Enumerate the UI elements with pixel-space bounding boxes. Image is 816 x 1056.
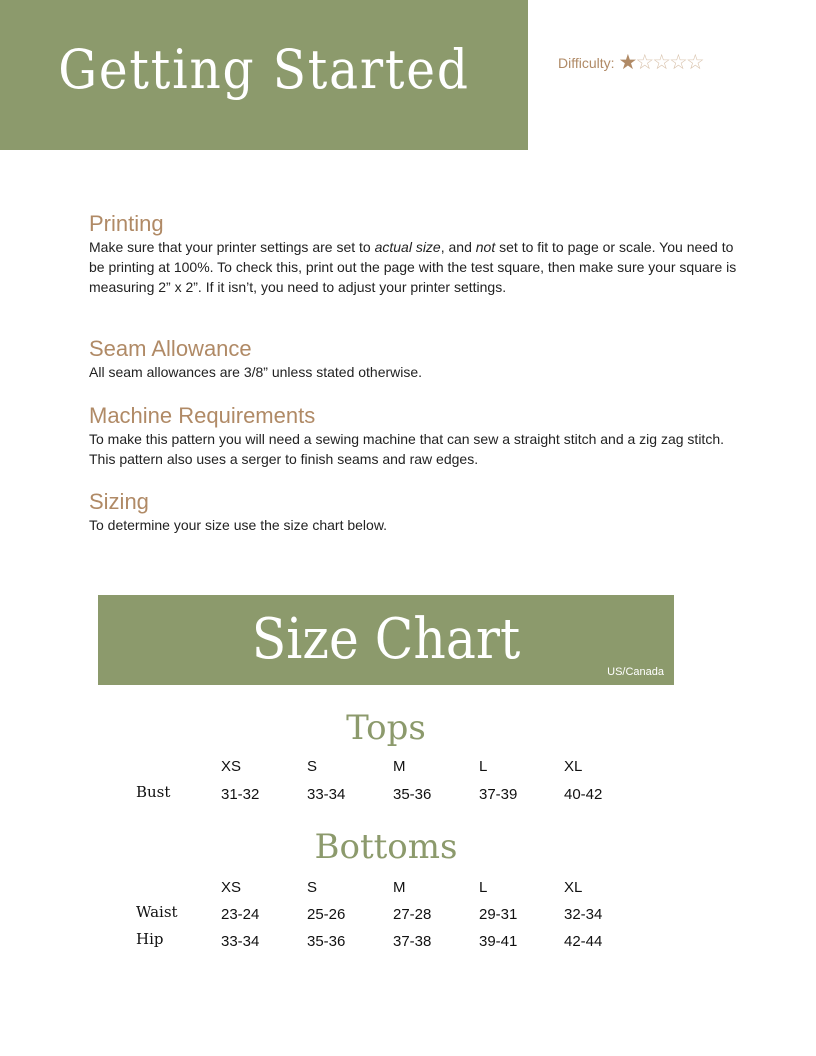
- section-body: All seam allowances are 3/8” unless stated otherwise.: [89, 364, 423, 380]
- size-header: XL: [564, 758, 583, 775]
- measurement-cell: 37-38: [393, 933, 432, 950]
- measurement-cell: 35-36: [393, 786, 432, 803]
- section-heading: Seam Allowance: [89, 336, 252, 361]
- size-header: M: [393, 758, 406, 775]
- star-empty-icon: ☆: [635, 51, 653, 74]
- size-header: XS: [221, 758, 242, 775]
- star-rating: [619, 50, 703, 75]
- measurement-cell: 29-31: [479, 906, 518, 923]
- emphasis: actual size: [374, 239, 441, 255]
- measurement-cell: 33-34: [221, 933, 260, 950]
- star-filled-icon: ★: [618, 51, 636, 74]
- section-body: [89, 237, 739, 297]
- size-header: L: [479, 758, 488, 775]
- size-header: L: [479, 879, 488, 896]
- text: Make sure that your printer settings are set to: [89, 239, 375, 255]
- measurement-cell: 37-39: [479, 786, 518, 803]
- measurement-cell: 39-41: [479, 933, 518, 950]
- size-header: S: [307, 758, 318, 775]
- row-label: Bust: [136, 783, 171, 801]
- size-chart-region: US/Canada: [607, 666, 664, 678]
- section-printing: [89, 211, 739, 297]
- page-title: Getting Started: [58, 38, 470, 101]
- difficulty-label: Difficulty:: [558, 54, 615, 71]
- measurement-cell: 32-34: [564, 906, 603, 923]
- measurement-cell: 40-42: [564, 786, 603, 803]
- row-label: Waist: [136, 903, 178, 921]
- section-heading: Sizing: [89, 489, 149, 514]
- measurement-cell: 25-26: [307, 906, 346, 923]
- star-empty-icon: ☆: [652, 51, 670, 74]
- size-header: XS: [221, 879, 242, 896]
- tops-title: Tops: [346, 708, 426, 748]
- size-chart-banner: [98, 595, 674, 685]
- size-header: XL: [564, 879, 583, 896]
- difficulty-rating: [558, 50, 703, 75]
- size-chart-title: Size Chart: [251, 607, 521, 672]
- section-seam-allowance: [89, 336, 739, 382]
- star-empty-icon: ☆: [685, 51, 703, 74]
- text: set to fit to page or scale. You need to be printing at 100%. To check this, print out the page with the test square, then make sure your square is measuring 2” x 2”. If it isn’t, you need to adjust your printer settings.: [89, 239, 737, 295]
- measurement-cell: 42-44: [564, 933, 603, 950]
- emphasis: not: [475, 239, 496, 255]
- section-heading: Machine Requirements: [89, 403, 316, 428]
- measurement-cell: 33-34: [307, 786, 346, 803]
- section-sizing: [89, 489, 739, 535]
- measurement-cell: 27-28: [393, 906, 432, 923]
- measurement-cell: 23-24: [221, 906, 260, 923]
- star-empty-icon: ☆: [669, 51, 686, 74]
- section-body: To make this pattern you will need a sewing machine that can sew a straight stitch and a zig zag stitch. This pattern also uses a serger to finish seams and raw edges.: [89, 431, 724, 467]
- size-header: S: [307, 879, 318, 896]
- section-machine-requirements: [89, 403, 739, 469]
- bottoms-title: Bottoms: [314, 827, 458, 867]
- section-heading: Printing: [89, 211, 164, 236]
- text: , and: [440, 239, 476, 255]
- row-label: Hip: [136, 930, 164, 948]
- measurement-cell: 31-32: [221, 786, 260, 803]
- size-header: M: [393, 879, 406, 896]
- measurement-cell: 35-36: [307, 933, 346, 950]
- header-banner: [0, 0, 528, 150]
- section-body: To determine your size use the size chart below.: [89, 517, 388, 533]
